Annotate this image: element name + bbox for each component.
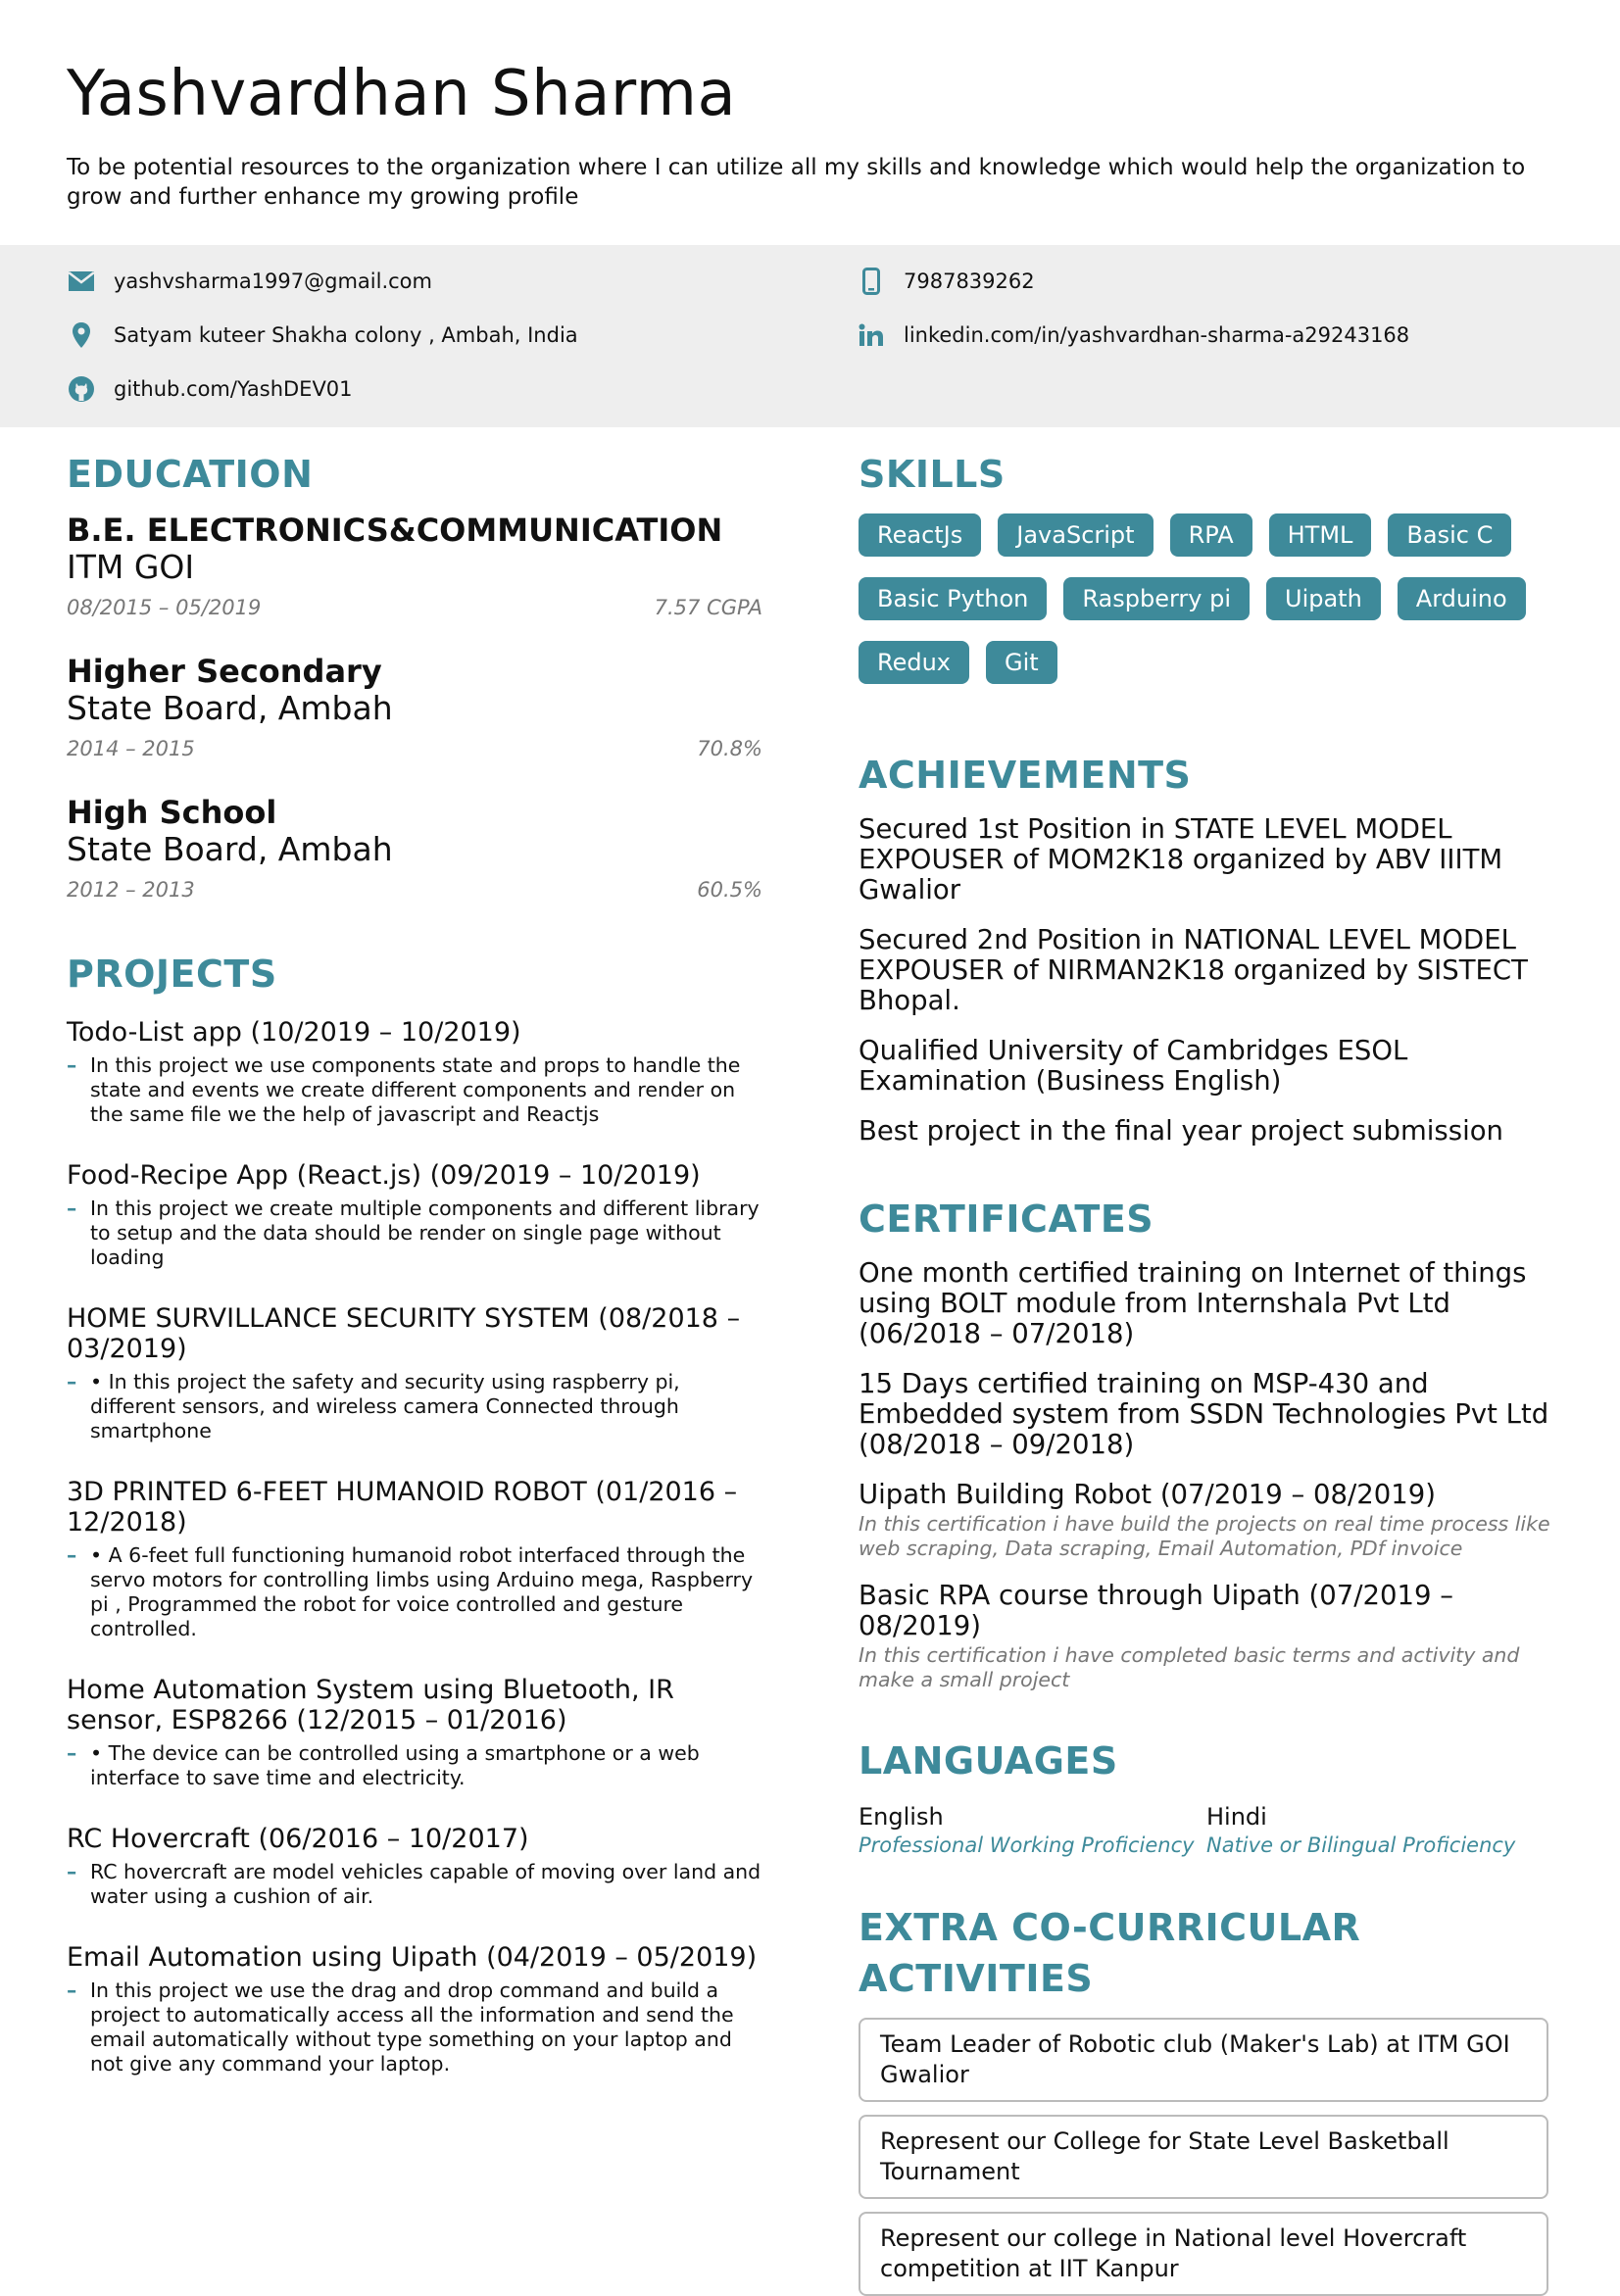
project-item bbox=[67, 1017, 762, 1127]
location-pin-icon bbox=[67, 320, 96, 350]
project-item bbox=[67, 1824, 762, 1909]
education-heading: EDUCATION bbox=[67, 453, 314, 496]
certificate-title: 15 Days certified training on MSP-430 and Embedded system from SSDN Technologies Pvt Ltd bbox=[859, 1368, 1549, 1430]
education-dates: 08/2015 – 05/2019 bbox=[67, 596, 262, 619]
phone-text: 7987839262 bbox=[904, 269, 1035, 293]
project-description-text: RC hovercraft are model vehicles capable of moving over land and water using a cushion of air. bbox=[90, 1860, 761, 1908]
dash-bullet: – bbox=[67, 1197, 77, 1220]
dash-bullet: – bbox=[67, 1370, 77, 1393]
education-score: 60.5% bbox=[697, 878, 762, 902]
language-name: English bbox=[859, 1803, 944, 1831]
project-description-text: • A 6-feet full functioning humanoid robot interfaced through the servo motors for controlling limbs using Arduino mega, Raspberry pi , Programmed the robot for voice controlled and gesture controlled. bbox=[90, 1543, 754, 1640]
project-title: HOME SURVILLANCE SECURITY SYSTEM (08/2018 – 03/2019) bbox=[67, 1303, 741, 1364]
education-school: ITM GOI bbox=[67, 548, 195, 586]
activity-item: Represent our College for State Level Basketball Tournament bbox=[859, 2115, 1548, 2199]
skill-tag: RPA bbox=[1170, 513, 1252, 557]
project-description bbox=[67, 1053, 762, 1127]
education-score: 7.57 CGPA bbox=[654, 596, 762, 619]
envelope-icon bbox=[67, 267, 96, 296]
language-level: Professional Working Proficiency bbox=[859, 1833, 1195, 1857]
skill-tag: Uipath bbox=[1266, 577, 1381, 620]
left-column bbox=[67, 449, 762, 2076]
project-title: Email Automation using Uipath (04/2019 – 05/2019) bbox=[67, 1942, 758, 1973]
certificate-item bbox=[859, 1369, 1554, 1460]
contact-linkedin[interactable] bbox=[857, 320, 1409, 350]
dash-bullet: – bbox=[67, 1053, 77, 1077]
project-description bbox=[67, 1543, 762, 1641]
project-item bbox=[67, 1303, 762, 1443]
education-degree: High School bbox=[67, 794, 277, 831]
contact-email[interactable] bbox=[67, 267, 432, 296]
dash-bullet: – bbox=[67, 1741, 77, 1765]
linkedin-text: linkedin.com/in/yashvardhan-sharma-a29243168 bbox=[904, 323, 1410, 347]
dash-bullet: – bbox=[67, 1860, 77, 1883]
achievements-heading: ACHIEVEMENTS bbox=[859, 754, 1192, 797]
education-degree: Higher Secondary bbox=[67, 653, 382, 690]
education-dates: 2012 – 2013 bbox=[67, 878, 195, 902]
skill-tag: Basic C bbox=[1388, 513, 1511, 557]
language-name: Hindi bbox=[1206, 1803, 1267, 1831]
certificate-item bbox=[859, 1480, 1554, 1561]
skill-tag: JavaScript bbox=[998, 513, 1153, 557]
education-degree: B.E. ELECTRONICS&COMMUNICATION bbox=[67, 512, 723, 549]
project-item bbox=[67, 1477, 762, 1641]
certificate-title: Basic RPA course through Uipath (07/2019 – 08/2019) bbox=[859, 1580, 1453, 1641]
education-meta bbox=[67, 596, 762, 619]
github-icon bbox=[67, 374, 96, 404]
skill-tag: Raspberry pi bbox=[1063, 577, 1250, 620]
achievement-item: Secured 1st Position in STATE LEVEL MODEL EXPOUSER of MOM2K18 organized by ABV IIITM Gwalior bbox=[859, 813, 1503, 905]
phone-icon bbox=[857, 267, 886, 296]
skill-tag: Basic Python bbox=[859, 577, 1047, 620]
certificate-item bbox=[859, 1258, 1554, 1349]
education-meta bbox=[67, 737, 762, 760]
project-title: RC Hovercraft (06/2016 – 10/2017) bbox=[67, 1824, 529, 1854]
right-column bbox=[859, 449, 1554, 2296]
education-item bbox=[67, 512, 762, 619]
skills-list bbox=[859, 513, 1545, 705]
activity-item: Team Leader of Robotic club (Maker's Lab) at ITM GOI Gwalior bbox=[859, 2018, 1548, 2102]
project-description bbox=[67, 1370, 762, 1443]
certificate-dates: (08/2018 – 09/2018) bbox=[859, 1429, 1135, 1460]
contact-section bbox=[0, 245, 1620, 427]
project-description-text: • The device can be controlled using a smartphone or a web interface to save time and electricity. bbox=[90, 1741, 700, 1789]
certificates-heading: CERTIFICATES bbox=[859, 1197, 1154, 1241]
certificate-title: Uipath Building Robot (07/2019 – 08/2019) bbox=[859, 1479, 1437, 1510]
activities-heading: EXTRA CO-CURRICULAR ACTIVITIES bbox=[859, 1906, 1361, 2000]
skill-tag: ReactJs bbox=[859, 513, 981, 557]
project-description bbox=[67, 1741, 762, 1790]
project-item bbox=[67, 1160, 762, 1270]
language-item bbox=[1206, 1802, 1554, 1859]
project-title: Food-Recipe App (React.js) (09/2019 – 10/2019) bbox=[67, 1160, 701, 1191]
education-score: 70.8% bbox=[697, 737, 762, 760]
skill-tag: HTML bbox=[1269, 513, 1372, 557]
dash-bullet: – bbox=[67, 1543, 77, 1567]
project-description bbox=[67, 1978, 762, 2076]
certificate-title: One month certified training on Internet of things using BOLT module from Internshala Pvt Ltd bbox=[859, 1257, 1527, 1319]
education-meta bbox=[67, 878, 762, 902]
project-title: Home Automation System using Bluetooth, IR sensor, ESP8266 (12/2015 – 01/2016) bbox=[67, 1675, 674, 1735]
languages-heading: LANGUAGES bbox=[859, 1739, 1118, 1783]
project-title: Todo-List app (10/2019 – 10/2019) bbox=[67, 1017, 521, 1048]
education-school: State Board, Ambah bbox=[67, 689, 393, 727]
project-description-text: In this project we use the drag and drop command and build a project to automatically access all the information and send the email automatically without type something on your laptop and not give any command your laptop. bbox=[90, 1978, 734, 2076]
dash-bullet: – bbox=[67, 1978, 77, 2002]
achievement-item: Best project in the final year project submission bbox=[859, 1115, 1503, 1147]
project-description bbox=[67, 1860, 762, 1909]
contact-phone[interactable] bbox=[857, 267, 1035, 296]
project-description-text: In this project we create multiple components and different library to setup and the data should be render on single page without loading bbox=[90, 1197, 760, 1269]
language-item bbox=[859, 1802, 1206, 1859]
email-text: yashvsharma1997@gmail.com bbox=[114, 269, 432, 293]
languages-list bbox=[859, 1802, 1554, 1859]
activity-item: Represent our college in National level Hovercraft competition at IIT Kanpur bbox=[859, 2212, 1548, 2296]
achievement-item: Secured 2nd Position in NATIONAL LEVEL MODEL EXPOUSER of NIRMAN2K18 organized by SISTECT Bhopal. bbox=[859, 924, 1528, 1016]
project-description bbox=[67, 1197, 762, 1270]
address-text: Satyam kuteer Shakha colony , Ambah, India bbox=[114, 323, 578, 347]
contact-address bbox=[67, 320, 578, 350]
resume-header bbox=[67, 55, 1556, 212]
candidate-name: Yashvardhan Sharma bbox=[67, 58, 737, 130]
certificate-item bbox=[859, 1581, 1554, 1692]
projects-heading: PROJECTS bbox=[67, 953, 277, 996]
certificate-dates: (06/2018 – 07/2018) bbox=[859, 1318, 1135, 1349]
achievement-item: Qualified University of Cambridges ESOL Examination (Business English) bbox=[859, 1035, 1408, 1097]
skill-tag: Arduino bbox=[1398, 577, 1526, 620]
certificate-description: In this certification i have build the projects on real time process like web scraping, Data scraping, Email Automation, PDf invoice bbox=[859, 1512, 1550, 1560]
language-level: Native or Bilingual Proficiency bbox=[1206, 1833, 1516, 1857]
education-item bbox=[67, 653, 762, 760]
project-description-text: • In this project the safety and security using raspberry pi, different sensors, and wireless camera Connected through smartphone bbox=[90, 1370, 680, 1442]
education-school: State Board, Ambah bbox=[67, 830, 393, 868]
github-text: github.com/YashDEV01 bbox=[114, 377, 353, 401]
project-title: 3D PRINTED 6-FEET HUMANOID ROBOT (01/2016 – 12/2018) bbox=[67, 1477, 738, 1538]
project-item bbox=[67, 1675, 762, 1790]
project-description-text: In this project we use components state and props to handle the state and events we create different components and render on the same file we the help of javascript and Reactjs bbox=[90, 1053, 741, 1126]
linkedin-icon bbox=[857, 320, 886, 350]
skills-heading: SKILLS bbox=[859, 453, 1006, 496]
certificate-description: In this certification i have completed basic terms and activity and make a small project bbox=[859, 1643, 1520, 1691]
skill-tag: Redux bbox=[859, 641, 969, 684]
skill-tag: Git bbox=[986, 641, 1057, 684]
education-item bbox=[67, 794, 762, 902]
education-dates: 2014 – 2015 bbox=[67, 737, 195, 760]
project-item bbox=[67, 1942, 762, 2076]
career-objective: To be potential resources to the organization where I can utilize all my skills and knowledge which would help the organization to grow and further enhance my growing profile bbox=[67, 155, 1526, 210]
contact-github[interactable] bbox=[67, 374, 353, 404]
